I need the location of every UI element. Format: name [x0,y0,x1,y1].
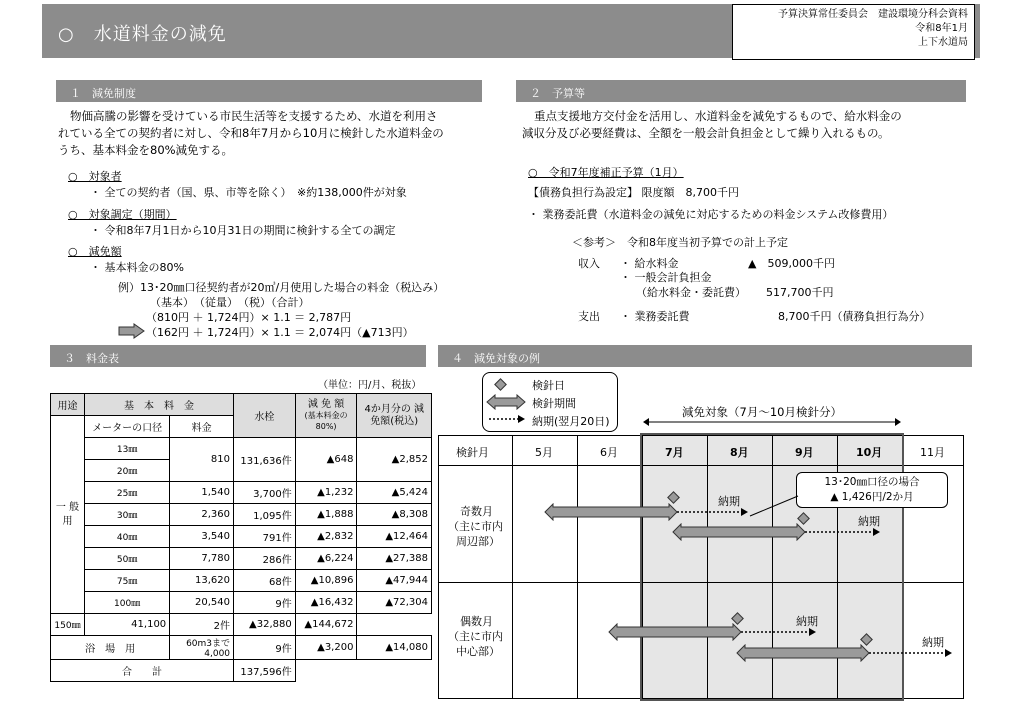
callout-box [796,472,948,508]
table-header-row [51,394,432,416]
reduction-4m-cell: ▲72,304 [357,592,432,614]
taps-cell: 131,636件 [234,438,296,482]
reading-period-bar [544,503,678,521]
span-label: 減免対象（7月～10月検針分） [682,405,842,419]
reduction-4m-cell: ▲47,944 [357,570,432,592]
odd-label-line: 周辺部） [456,535,500,548]
section-4-heading: ４ 減免対象の例 [438,345,972,367]
callout-line: 13･20㎜口径の場合 [824,476,920,488]
odd-month-label [448,504,503,549]
header-reduction [295,394,357,438]
bath-reduction-4m: ▲14,080 [357,636,432,660]
payment-label: 納期 [796,615,818,628]
month-label: 5月 [535,446,553,459]
table-row [51,482,432,504]
fee-table [50,393,432,682]
para-line: 重点支援地方交付金を活用し、水道料金を減免するもので、給水料金の [534,109,902,123]
header-fee: 料金 [170,416,234,438]
header-basic-fee: 基 本 料 金 [85,394,234,416]
taps-cell: 791件 [234,526,296,548]
reduction-4m-cell: ▲8,308 [357,504,432,526]
table-row [51,592,432,614]
reduction-cell: ▲10,896 [295,570,357,592]
reduction-4m-cell: ▲27,388 [357,548,432,570]
example-header: （基本） （従量） （税）（合計） [150,296,310,309]
page-title: ○ 水道料金の減免 [58,24,227,45]
month-column-head: 検針月 [456,446,489,459]
section-1-heading: １ 減免制度 [56,80,482,102]
fee-cell: 7,780 [170,548,234,570]
empty-cell [357,660,432,682]
expense-value: 8,700千円（債務負担行為分） [778,310,931,323]
double-arrow-icon [486,394,526,410]
reduction-4m-cell: ▲2,852 [357,438,432,482]
taps-cell: 1,095件 [234,504,296,526]
fee-cell: 13,620 [170,570,234,592]
commission-line: ・ 業務委託費（水道料金の減免に対応するための料金システム改修費用） [528,208,894,221]
meter-size: 50㎜ [85,548,170,570]
table-row [51,548,432,570]
meter-size: 150㎜ [51,614,85,636]
table-row [51,614,432,636]
reference-line: ＜参考＞ 令和8年度当初予算での計上予定 [572,236,788,249]
para-line: 物価高騰の影響を受けている市民生活等を支援するため、水道を利用さ [70,109,438,123]
meta-line: 予算決算常任委員会 建設環境分科会資料 [778,9,968,20]
example-line: 例）13･20㎜口径契約者が20㎥/月使用した場合の料金（税込み） [118,281,445,294]
unit-note: （単位：円/月、税抜） [318,380,422,391]
span-arrow-icon [642,416,902,428]
section-2-heading: ２ 予算等 [516,80,966,102]
reduction-4m-cell: ▲5,424 [357,482,432,504]
dotted-arrow-icon [488,414,526,424]
arrow-right-icon [118,323,146,339]
payment-label: 納期 [858,515,880,528]
even-label-line: 中心部） [456,645,500,658]
month-label: 10月 [856,446,883,459]
taps-cell: 68件 [234,570,296,592]
income-1-name: ・ 給水料金 [620,257,679,270]
income-label: 収入 [578,257,600,270]
income-2-name: ・ 一般会計負担金 [620,271,712,284]
general-use-label: 一 般 用 [51,416,85,614]
fee-cell: 3,540 [170,526,234,548]
callout-line: ▲ 1,426円/2か月 [830,491,914,503]
supp-budget-label: ○ 令和7年度補正予算（1月） [528,166,684,179]
target-label: ○ 対象者 [68,170,122,183]
fee-cell: 1,540 [170,482,234,504]
fee-cell: 2,360 [170,504,234,526]
amount-text: ・ 基本料金の80% [90,261,184,274]
para-line: 減収分及び必要経費は、全額を一般会計負担金として繰り入れるもの。 [522,126,890,140]
bath-reduction: ▲3,200 [295,636,357,660]
header-meta-box [732,4,975,60]
section-2-paragraph [522,108,972,142]
meta-line: 令和8年1月 [915,23,968,34]
reading-period-bar [672,523,806,541]
month-label: 6月 [600,446,618,459]
grid-line [577,435,578,699]
month-label: 7月 [665,446,684,459]
debt-line: 【債務負担行為設定】 限度額 8,700千円 [528,186,739,199]
table-row [51,438,432,460]
empty-cell [295,660,357,682]
amount-label: ○ 減免額 [68,245,122,258]
section-1-paragraph [58,108,498,159]
legend-pay: 納期(翌月20日) [532,415,610,428]
example-before: （810円 ＋ 1,724円）× 1.1 ＝ 2,787円 [146,311,352,324]
period-text: ・ 令和8年7月1日から10月31日の期間に検針する全ての調定 [90,224,396,237]
payment-label: 納期 [922,636,944,649]
table-row [51,570,432,592]
month-label: 9月 [795,446,814,459]
total-row [51,660,432,682]
taps-cell: 2件 [170,614,234,636]
reading-period-bar [608,623,742,641]
meter-size: 13㎜ [85,438,170,460]
expense-label: 支出 [578,310,600,323]
taps-cell: 9件 [234,592,296,614]
income-2-value: 517,700千円 [766,286,834,299]
bath-label: 浴 場 用 [51,636,170,660]
taps-cell: 3,700件 [234,482,296,504]
example-after: （162円 ＋ 1,724円）× 1.1 ＝ 2,074円（▲713円） [146,326,414,339]
header-4month: 4か月分の 減免額(税込) [357,394,432,438]
expense-name: ・ 業務委託費 [620,310,690,323]
even-label-line: （主に市内 [448,630,503,643]
total-label: 合 計 [51,660,234,682]
even-month-label [448,614,503,659]
meta-line: 上下水道局 [918,37,968,48]
reduction-4m-cell: ▲144,672 [295,614,357,636]
month-label: 11月 [920,446,945,459]
income-1-value: ▲ 509,000千円 [748,257,835,270]
reduction-4m-cell: ▲12,464 [357,526,432,548]
fee-cell: 20,540 [170,592,234,614]
header-taps: 水栓 [234,394,296,438]
section-3-heading: ３ 料金表 [50,345,426,367]
meter-size: 30㎜ [85,504,170,526]
payment-label: 納期 [718,495,740,508]
reduction-cell: ▲1,232 [295,482,357,504]
reduction-cell: ▲6,224 [295,548,357,570]
reduction-cell: ▲16,432 [295,592,357,614]
reduction-cell: ▲1,888 [295,504,357,526]
meter-size: 100㎜ [85,592,170,614]
reading-period-bar [736,644,870,662]
meter-size: 20㎜ [85,460,170,482]
callout-pointer [748,494,800,518]
reduction-cell: ▲2,832 [295,526,357,548]
table-row [51,526,432,548]
header-use: 用途 [51,394,85,416]
income-2-sub: （給水料金・委託費） [636,286,746,299]
meter-size: 75㎜ [85,570,170,592]
header-meter-size: メーターの口径 [85,416,170,438]
odd-label-line: 奇数月 [460,505,493,518]
header-reduction-sub: (基本料金の 80%) [304,411,348,431]
target-text: ・ 全ての契約者（国、県、市等を除く） ※約138,000件が対象 [90,186,407,199]
period-label: ○ 対象調定（期間） [68,208,177,221]
para-line: うち、基本料金を80%減免する。 [58,143,234,157]
bath-taps: 9件 [234,636,296,660]
header-reduction-title: 減 免 額 [307,399,345,410]
meter-size: 40㎜ [85,526,170,548]
grid-line [512,435,513,699]
legend-day: 検針日 [532,379,565,392]
taps-cell: 286件 [234,548,296,570]
odd-label-line: （主に市内 [448,520,503,533]
bath-row [51,636,432,660]
total-taps: 137,596件 [234,660,296,682]
month-label: 8月 [730,446,749,459]
para-line: れている全ての契約者に対し、令和8年7月から10月に検針した水道料金の [58,126,444,140]
bath-fee: 60m3まで 4,000 [170,636,234,660]
legend-period: 検針期間 [532,397,576,410]
table-row [51,504,432,526]
even-label-line: 偶数月 [460,615,493,628]
reduction-cell: ▲648 [295,438,357,482]
meter-size: 25㎜ [85,482,170,504]
fee-cell: 41,100 [85,614,170,636]
fee-cell: 810 [170,438,234,482]
reduction-cell: ▲32,880 [234,614,296,636]
